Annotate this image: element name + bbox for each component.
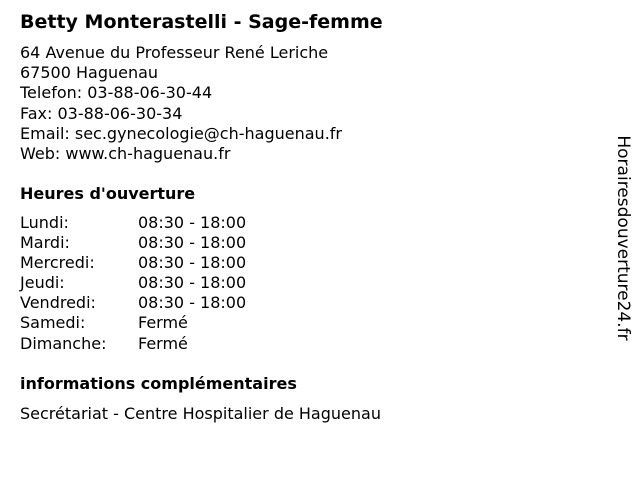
day-label: Jeudi: [20, 273, 65, 293]
opening-hours-table [20, 213, 280, 354]
fax-line: Fax: 03-88-06-30-34 [20, 103, 183, 123]
address-street: 64 Avenue du Professeur René Leriche [20, 43, 329, 62]
time-value: Fermé [138, 313, 188, 333]
additional-info-heading: informations complémentaires [20, 374, 297, 393]
time-value: 08:30 - 18:00 [138, 233, 247, 253]
email-line: Email: sec.gynecologie@ch-haguenau.fr [20, 123, 342, 143]
page-title: Betty Monterastelli - Sage-femme [20, 11, 383, 33]
contact-block [20, 43, 342, 164]
time-value: 08:30 - 18:00 [138, 273, 247, 293]
time-value: 08:30 - 18:00 [138, 213, 247, 232]
day-label: Dimanche: [20, 333, 107, 353]
hours-row-sunday [20, 334, 280, 354]
time-value: 08:30 - 18:00 [138, 293, 247, 313]
hours-row-friday [20, 293, 280, 313]
day-label: Vendredi: [20, 293, 96, 313]
day-label: Samedi: [20, 313, 86, 333]
day-label: Mardi: [20, 233, 70, 253]
day-label: Mercredi: [20, 253, 95, 273]
hours-row-saturday [20, 313, 280, 333]
phone-line: Telefon: 03-88-06-30-44 [20, 83, 213, 103]
site-watermark: Horairesdouverture24.fr [613, 135, 633, 341]
hours-row-tuesday [20, 233, 280, 253]
address-city: 67500 Haguenau [20, 63, 159, 83]
day-label: Lundi: [20, 213, 69, 232]
opening-hours-heading: Heures d'ouverture [20, 184, 196, 203]
hours-row-monday [20, 213, 280, 233]
hours-row-wednesday [20, 253, 280, 273]
web-line: Web: www.ch-haguenau.fr [20, 143, 231, 163]
additional-info-text: Secrétariat - Centre Hospitalier de Haguenau [20, 404, 381, 423]
time-value: Fermé [138, 333, 188, 353]
hours-row-thursday [20, 273, 280, 293]
time-value: 08:30 - 18:00 [138, 253, 247, 273]
